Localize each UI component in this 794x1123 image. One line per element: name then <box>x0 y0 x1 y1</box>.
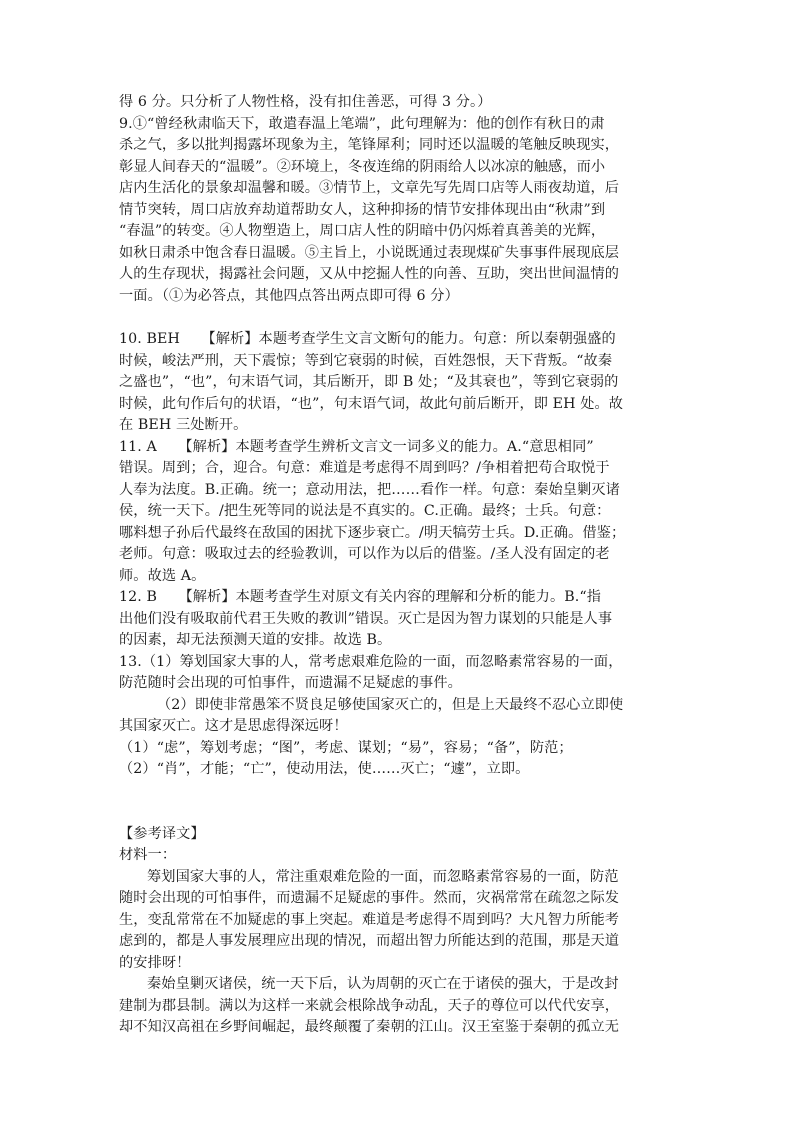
text-line: 筹划国家大事的人，常注重艰难危险的一面，而忽略素常容易的一面，防范 <box>147 868 619 885</box>
text-line: 侯，统一天下。/把生死等同的说法是不真实的。C.正确。最终；士兵。句意： <box>119 503 611 519</box>
text-line: 却不知汉高祖在乡野间崛起，最终颠覆了秦朝的江山。汉王室鉴于秦朝的孤立无 <box>119 1019 620 1035</box>
text-line: 时候，此句作后句的状语，“也”，句末语气词，故此句前后断开，即 EH 处。故 <box>119 395 624 412</box>
reference-translation-heading: 【参考译文】 <box>119 825 205 842</box>
text-line: 老师。句意：吸取过去的经验教训，可以作为以后的借鉴。/圣人没有固定的老 <box>119 546 610 562</box>
text-line: 出他们没有吸取前代君王失败的教训”错误。灭亡是因为智力谋划的只能是人事 <box>119 610 613 627</box>
text-line: 防范随时会出现的可怕事件，而遗漏不足疑虑的事件。 <box>119 675 462 691</box>
answer-13-line: 13.（1）筹划国家大事的人，常考虑艰难危险的一面，而忽略素常容易的一面， <box>119 653 623 670</box>
text-line: 建制为郡县制。满以为这样一来就会根除战争动乱，天子的尊位可以代代安享， <box>119 997 620 1014</box>
spacer <box>119 781 679 824</box>
text-line: （2）“肖”，才能；“亡”，使动用法，使……灭亡；“遽”，立即。 <box>119 761 530 777</box>
text-line: 其国家灭亡。这才是思虑得深远呀！ <box>119 718 348 734</box>
text-line: 人奉为法度。B.正确。统一；意动用法，把……看作一样。句意：秦始皇剿灭诸 <box>119 481 620 498</box>
text-line: 彰显人间春天的“温暖”。②环境上，冬夜连绵的阴雨给人以冰凉的触感，而小 <box>119 158 606 175</box>
text-line: 时候，峻法严刑，天下震惊；等到它衰弱的时候，百姓怨恨，天下背叛。“故秦 <box>119 352 613 369</box>
material-one-label: 材料一： <box>119 847 177 863</box>
answer-12-line: 12. B 【解析】本题考查学生对原文有关内容的理解和分析的能力。B.“指 <box>119 589 602 605</box>
text-line: 生，变乱常常在不加疑虑的事上突起。难道是考虑得不周到吗？大凡智力所能考 <box>119 911 620 928</box>
text-line: 之盛也”，“也”，句末语气词，其后断开，即 B 处；“及其衰也”，等到它衰弱的 <box>119 374 619 390</box>
text-line: 秦始皇剿灭诸侯，统一天下后，认为周朝的灭亡在于诸侯的强大，于是改封 <box>147 976 619 992</box>
text-line: 的因素，却无法预测天道的安排。故选 B。 <box>119 632 392 648</box>
spacer <box>119 307 679 329</box>
answer-11-line: 11. A 【解析】本题考查学生辨析文言文一词多义的能力。A.“意思相同” <box>119 438 594 455</box>
text-line: 哪料想子孙后代最终在敌国的困扰下逐步衰亡。/明天犒劳士兵。D.正确。借鉴； <box>119 524 626 541</box>
text-line: （2）即使非常愚笨不贤良足够使国家灭亡的，但是上天最终不忍心立即使 <box>157 696 624 713</box>
answer-9-line: 9.①“曾经秋肃临天下，敢遣春温上笔端”，此句理解为：他的创作有秋日的肃 <box>119 115 605 132</box>
text-line: 情节突转，周口店放弃劫道帮助女人，这种抑扬的情节安排体现出由“秋肃”到 <box>119 201 606 218</box>
text-line: 一面。（①为必答点，其他四点答出两点即可得 6 分） <box>119 287 459 304</box>
text-line: “春温”的转变。④人物塑造上，周口店人性的阴暗中仍闪烁着真善美的光辉， <box>119 223 606 239</box>
document-page <box>119 92 679 1039</box>
text-line: 在 BEH 三处断开。 <box>119 417 248 433</box>
text-line: 师。故选 A。 <box>119 567 206 584</box>
text-line: 店内生活化的景象却温馨和暖。③情节上，文章先写先周口店等人雨夜劫道，后 <box>119 180 620 196</box>
text-line: 如秋日肃杀中饱含春日温暖。⑤主旨上，小说既通过表现煤矿失事事件展现底层 <box>119 244 620 261</box>
text-line: 人的生存现状，揭露社会问题，又从中挖掘人性的向善、互助，突出世间温情的 <box>119 266 620 282</box>
answer-10-line: 10. BEH 【解析】本题考查学生文言文断句的能力。句意：所以秦朝强盛的 <box>119 331 616 347</box>
text-line: 错误。周到；合，迎合。句意：难道是考虑得不周到吗？/争相着把苟合取悦于 <box>119 460 610 476</box>
text-line: 得 6 分。只分析了人物性格，没有扣住善恶，可得 3 分。） <box>119 94 492 110</box>
text-line: 虑到的，都是人事发展理应出现的情况，而超出智力所能达到的范围，那是天道 <box>119 933 620 949</box>
text-line: （1）“虑”，筹划考虑；“图”，考虑、谋划；“易”，容易；“备”，防范； <box>119 739 573 756</box>
text-line: 杀之气，多以批判揭露坏现象为主，笔锋犀利；同时还以温暖的笔触反映现实， <box>119 137 620 153</box>
text-line: 随时会出现的可怕事件，而遗漏不足疑虑的事件。然而，灾祸常常在疏忽之际发 <box>119 890 620 906</box>
text-line: 的安排呀！ <box>119 954 191 971</box>
